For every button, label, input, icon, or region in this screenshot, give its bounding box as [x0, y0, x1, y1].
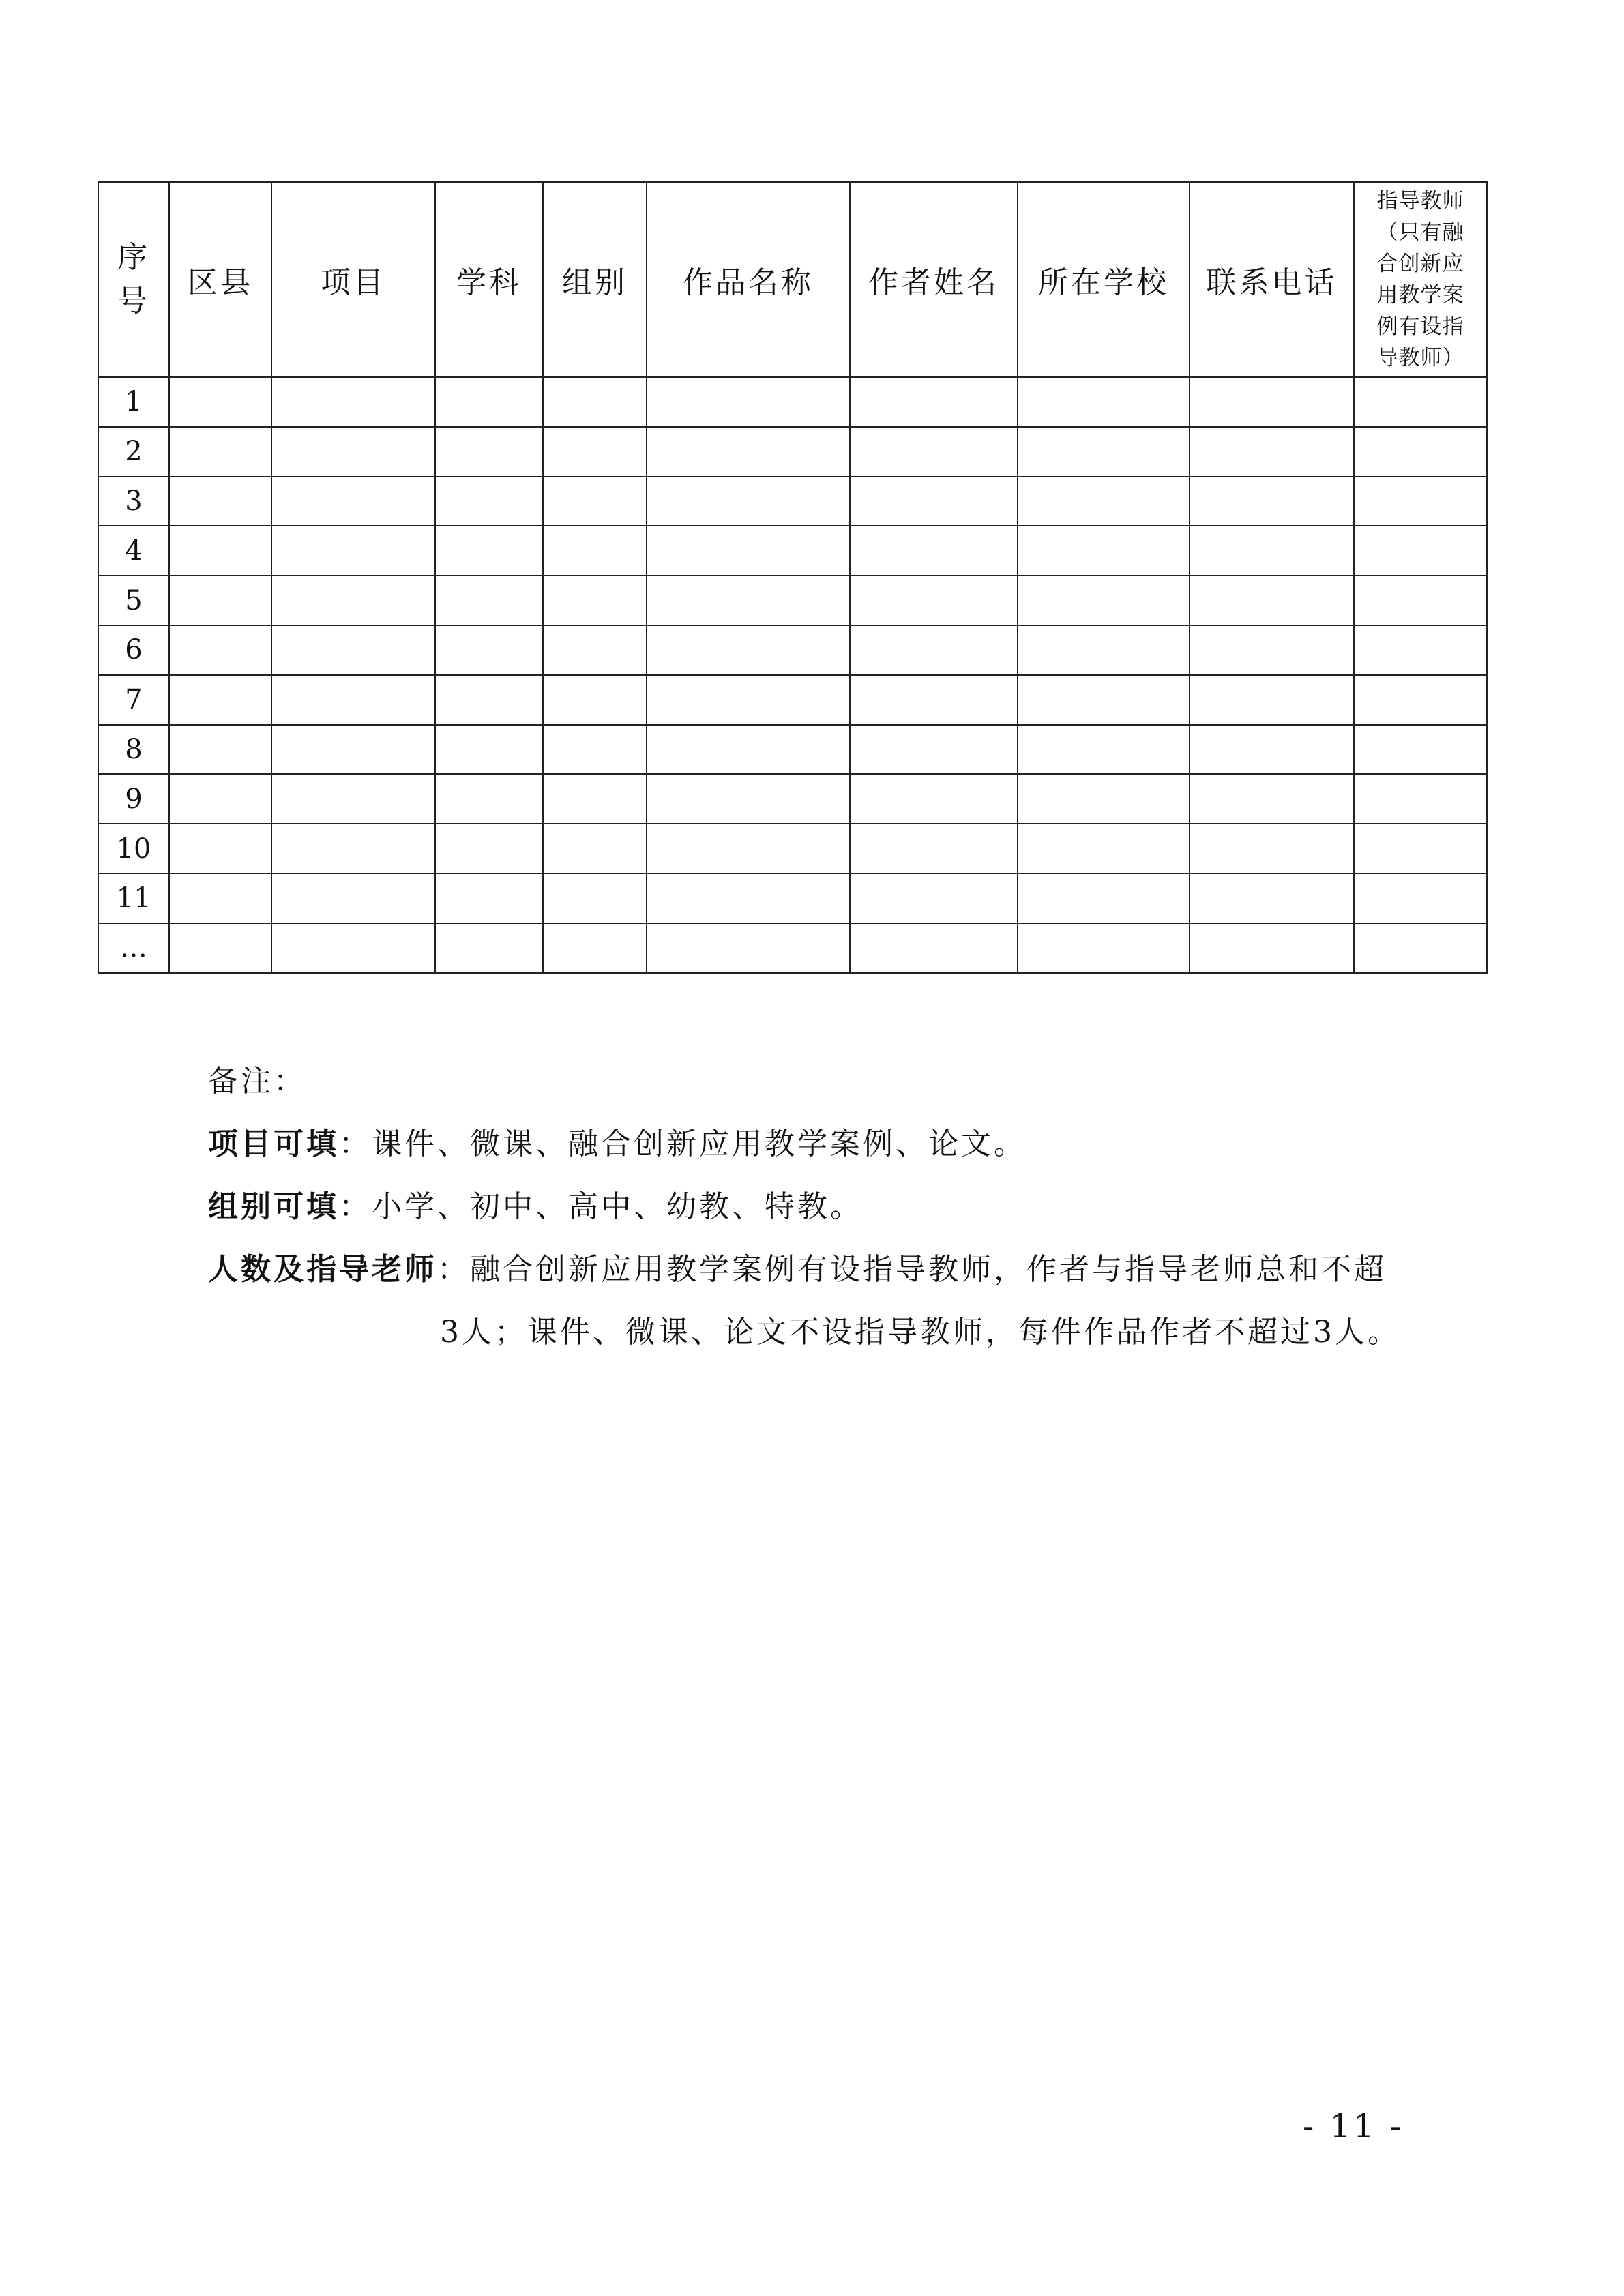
registration-table	[98, 181, 1488, 974]
empty-cell	[1190, 576, 1354, 625]
empty-cell	[169, 774, 271, 824]
empty-cell	[1190, 874, 1354, 923]
empty-cell	[850, 675, 1018, 725]
empty-cell	[1018, 477, 1190, 526]
empty-cell	[850, 923, 1018, 973]
row-seq-cell: 3	[98, 477, 169, 526]
table-row	[98, 824, 1487, 874]
table-body	[98, 377, 1487, 973]
table-header-row	[98, 182, 1487, 377]
empty-cell	[1354, 824, 1487, 874]
header-teacher: 指导教师（只有融合创新应用教学案例有设指导教师）	[1354, 182, 1487, 377]
empty-cell	[271, 377, 435, 427]
empty-cell	[850, 477, 1018, 526]
empty-cell	[647, 725, 850, 775]
empty-cell	[647, 477, 850, 526]
empty-cell	[435, 377, 543, 427]
notes-title: 备注：	[208, 1064, 306, 1099]
empty-cell	[1190, 625, 1354, 675]
row-seq-cell: 7	[98, 675, 169, 725]
empty-cell	[1190, 824, 1354, 874]
empty-cell	[543, 675, 647, 725]
header-subject: 学科	[435, 182, 543, 377]
table-row	[98, 526, 1487, 576]
empty-cell	[271, 874, 435, 923]
row-seq-cell: 8	[98, 725, 169, 775]
empty-cell	[1354, 874, 1487, 923]
row-seq-cell: 5	[98, 576, 169, 625]
empty-cell	[850, 774, 1018, 824]
header-phone: 联系电话	[1190, 182, 1354, 377]
note-project-text: ：课件、微课、融合创新应用教学案例、论文。	[339, 1127, 1027, 1161]
empty-cell	[169, 874, 271, 923]
empty-cell	[271, 675, 435, 725]
empty-cell	[1018, 923, 1190, 973]
empty-cell	[1190, 725, 1354, 775]
empty-cell	[850, 576, 1018, 625]
empty-cell	[1018, 675, 1190, 725]
table-row	[98, 923, 1487, 973]
empty-cell	[543, 625, 647, 675]
empty-cell	[1190, 526, 1354, 576]
row-seq-cell: …	[98, 923, 169, 973]
empty-cell	[169, 526, 271, 576]
empty-cell	[271, 526, 435, 576]
header-project: 项目	[271, 182, 435, 377]
header-author: 作者姓名	[850, 182, 1018, 377]
empty-cell	[169, 675, 271, 725]
row-seq-cell: 6	[98, 625, 169, 675]
empty-cell	[169, 824, 271, 874]
empty-cell	[271, 625, 435, 675]
empty-cell	[435, 576, 543, 625]
empty-cell	[1354, 774, 1487, 824]
row-seq-cell: 10	[98, 824, 169, 874]
note-people-continued: 3人；课件、微课、论文不设指导教师，每件作品作者不超过3人。	[440, 1315, 1400, 1350]
empty-cell	[1354, 625, 1487, 675]
note-project	[208, 1113, 1400, 1176]
empty-cell	[850, 377, 1018, 427]
empty-cell	[1018, 725, 1190, 775]
empty-cell	[543, 526, 647, 576]
empty-cell	[435, 477, 543, 526]
empty-cell	[1354, 576, 1487, 625]
empty-cell	[1018, 576, 1190, 625]
table-row	[98, 427, 1487, 477]
empty-cell	[271, 427, 435, 477]
empty-cell	[543, 824, 647, 874]
note-project-label: 项目可填	[208, 1127, 339, 1161]
empty-cell	[543, 874, 647, 923]
empty-cell	[169, 427, 271, 477]
empty-cell	[435, 625, 543, 675]
row-seq-cell: 1	[98, 377, 169, 427]
empty-cell	[271, 923, 435, 973]
empty-cell	[435, 824, 543, 874]
empty-cell	[435, 923, 543, 973]
row-seq-cell: 2	[98, 427, 169, 477]
empty-cell	[435, 526, 543, 576]
empty-cell	[169, 377, 271, 427]
empty-cell	[1190, 675, 1354, 725]
row-seq-cell: 4	[98, 526, 169, 576]
empty-cell	[543, 725, 647, 775]
empty-cell	[647, 576, 850, 625]
header-school: 所在学校	[1018, 182, 1190, 377]
empty-cell	[647, 824, 850, 874]
table-row	[98, 774, 1487, 824]
empty-cell	[435, 725, 543, 775]
empty-cell	[169, 725, 271, 775]
empty-cell	[543, 923, 647, 973]
empty-cell	[1354, 377, 1487, 427]
empty-cell	[271, 824, 435, 874]
empty-cell	[169, 923, 271, 973]
empty-cell	[850, 725, 1018, 775]
empty-cell	[647, 526, 850, 576]
empty-cell	[1190, 377, 1354, 427]
table-row	[98, 725, 1487, 775]
header-group: 组别	[543, 182, 647, 377]
empty-cell	[850, 874, 1018, 923]
empty-cell	[647, 923, 850, 973]
empty-cell	[647, 377, 850, 427]
page-number: - 11 -	[1303, 2107, 1404, 2145]
empty-cell	[1354, 725, 1487, 775]
empty-cell	[435, 675, 543, 725]
empty-cell	[543, 377, 647, 427]
empty-cell	[647, 774, 850, 824]
empty-cell	[1190, 477, 1354, 526]
empty-cell	[647, 874, 850, 923]
empty-cell	[1354, 427, 1487, 477]
empty-cell	[647, 427, 850, 477]
header-work-title: 作品名称	[647, 182, 850, 377]
empty-cell	[271, 576, 435, 625]
table-row	[98, 377, 1487, 427]
empty-cell	[850, 625, 1018, 675]
table-row	[98, 675, 1487, 725]
empty-cell	[1018, 625, 1190, 675]
empty-cell	[1354, 477, 1487, 526]
empty-cell	[435, 774, 543, 824]
note-people	[208, 1238, 1400, 1301]
empty-cell	[1190, 923, 1354, 973]
empty-cell	[1018, 377, 1190, 427]
note-group-text: ：小学、初中、高中、幼教、特教。	[339, 1189, 863, 1224]
empty-cell	[850, 427, 1018, 477]
empty-cell	[543, 774, 647, 824]
empty-cell	[271, 477, 435, 526]
empty-cell	[169, 477, 271, 526]
empty-cell	[543, 477, 647, 526]
row-seq-cell: 11	[98, 874, 169, 923]
notes-section	[208, 1050, 1400, 1364]
empty-cell	[271, 774, 435, 824]
empty-cell	[543, 427, 647, 477]
empty-cell	[1354, 675, 1487, 725]
header-district: 区县	[169, 182, 271, 377]
note-people-text-1: ：融合创新应用教学案例有设指导教师，作者与指导老师总和不超	[437, 1252, 1387, 1287]
empty-cell	[647, 675, 850, 725]
empty-cell	[1018, 774, 1190, 824]
empty-cell	[647, 625, 850, 675]
table-row	[98, 477, 1487, 526]
empty-cell	[1190, 774, 1354, 824]
note-group-label: 组别可填	[208, 1189, 339, 1224]
empty-cell	[169, 576, 271, 625]
row-seq-cell: 9	[98, 774, 169, 824]
empty-cell	[543, 576, 647, 625]
empty-cell	[1018, 526, 1190, 576]
table-row	[98, 874, 1487, 923]
empty-cell	[1018, 824, 1190, 874]
table-row	[98, 576, 1487, 625]
note-people-label: 人数及指导老师	[208, 1252, 437, 1287]
table-row	[98, 625, 1487, 675]
empty-cell	[1190, 427, 1354, 477]
empty-cell	[1354, 526, 1487, 576]
empty-cell	[1018, 427, 1190, 477]
empty-cell	[1018, 874, 1190, 923]
empty-cell	[850, 824, 1018, 874]
empty-cell	[435, 874, 543, 923]
empty-cell	[271, 725, 435, 775]
empty-cell	[1354, 923, 1487, 973]
empty-cell	[435, 427, 543, 477]
empty-cell	[169, 625, 271, 675]
note-group	[208, 1176, 1400, 1238]
empty-cell	[850, 526, 1018, 576]
header-seq: 序号	[98, 182, 169, 377]
